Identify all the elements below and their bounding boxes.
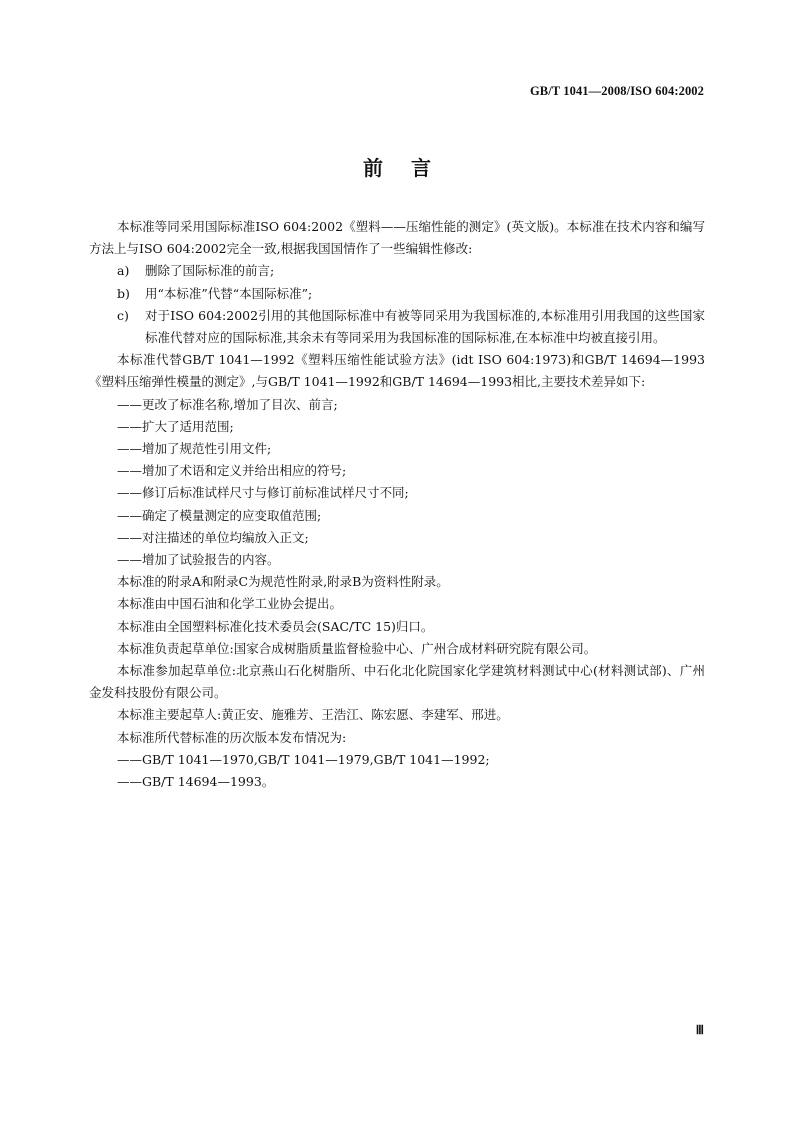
list-item-text: 删除了国际标准的前言; [145, 263, 275, 279]
list-item [89, 283, 705, 305]
foreword-body [89, 216, 705, 793]
paragraph-proposer: 本标准由中国石油和化学工业协会提出。 [117, 596, 343, 612]
change-item: ——扩大了适用范围; [117, 418, 234, 434]
list-item-text: 对于ISO 604:2002引用的其他国际标准中有被等同采用为我国标准的,本标准用引用我国的这些国家标准代替对应的国际标准,其余未有等同采用为我国标准的国际标准,在本标准中均被直接引用。 [145, 307, 705, 346]
list-item-label: b) [117, 285, 130, 301]
list-item [89, 305, 705, 349]
page-title: 前言 [363, 156, 459, 180]
paragraph-drafting-unit: 本标准负责起草单位:国家合成树脂质量监督检验中心、广州合成材料研究院有限公司。 [117, 640, 597, 656]
change-item: ——更改了标准名称,增加了目次、前言; [117, 396, 338, 412]
list-item-label: a) [117, 263, 130, 279]
change-item: ——对注描述的单位均编放入正文; [117, 529, 309, 545]
change-item: ——增加了试验报告的内容。 [117, 552, 280, 568]
list-item-label: c) [117, 307, 129, 323]
paragraph-participating-units: 本标准参加起草单位:北京燕山石化树脂所、中石化北化院国家化学建筑材料测试中心(材料测试部)、广州金发科技股份有限公司。 [89, 663, 705, 701]
paragraph-drafters: 本标准主要起草人:黄正安、施雅芳、王浩江、陈宏愿、李建军、邢进。 [117, 707, 509, 723]
change-item: ——确定了模量测定的应变取值范围; [117, 507, 322, 523]
paragraph-replacement: 本标准代替GB/T 1041—1992《塑料压缩性能试验方法》(idt ISO 604:1973)和GB/T 14694—1993《塑料压缩弹性模量的测定》,与GB/T 1041—1992和GB/T 14694—1993相比,主要技术差异如下: [89, 352, 705, 390]
list-item-text: 用“本标准”代替“本国际标准”; [145, 285, 313, 301]
paragraph-history-intro: 本标准所代替标准的历次版本发布情况为: [117, 729, 347, 745]
paragraph-adoption: 本标准等同采用国际标准ISO 604:2002《塑料——压缩性能的测定》(英文版)。本标准在技术内容和编写方法上与ISO 604:2002完全一致,根据我国国情作了一些编辑性修改: [89, 219, 705, 257]
history-item: ——GB/T 1041—1970,GB/T 1041—1979,GB/T 1041—1992; [117, 751, 490, 767]
standard-code-header: GB/T 1041—2008/ISO 604:2002 [529, 84, 704, 98]
list-item [89, 260, 705, 282]
change-item: ——增加了规范性引用文件; [117, 441, 272, 457]
paragraph-committee: 本标准由全国塑料标准化技术委员会(SAC/TC 15)归口。 [117, 618, 434, 634]
history-item: ——GB/T 14694—1993。 [117, 774, 275, 790]
paragraph-annexes: 本标准的附录A和附录C为规范性附录,附录B为资料性附录。 [117, 574, 449, 590]
page-number: Ⅲ [695, 1023, 704, 1037]
change-item: ——增加了术语和定义并给出相应的符号; [117, 463, 347, 479]
change-item: ——修订后标准试样尺寸与修订前标准试样尺寸不同; [117, 485, 409, 501]
